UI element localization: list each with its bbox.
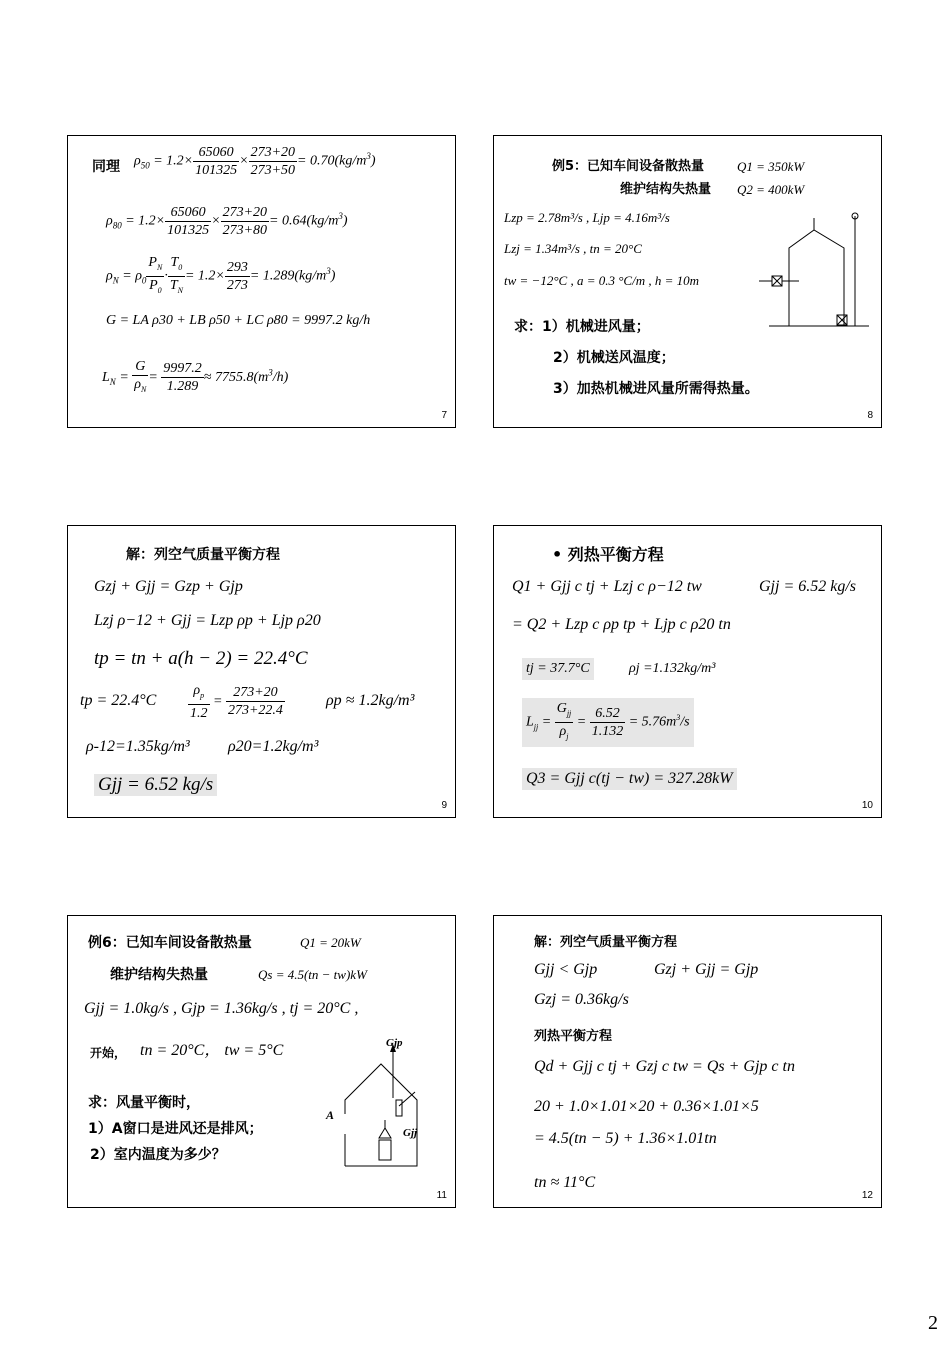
slide-title: 例6：已知车间设备散热量	[88, 935, 252, 951]
slide-number: 12	[861, 1190, 873, 1201]
question-1: 1）A窗口是进风还是排风；	[88, 1121, 263, 1137]
slide-subtitle: 维护结构失热量	[110, 967, 208, 983]
qs-value: Qs = 4.5(tn − tw)kW	[258, 967, 367, 982]
page-number: 2	[928, 1312, 938, 1334]
slide-9	[67, 525, 456, 818]
label-a: A	[326, 1108, 335, 1122]
question-1: 求：1）机械进风量；	[514, 319, 650, 335]
temperature-tp: tp = tn + a(h − 2) = 22.4°C	[94, 648, 308, 669]
equation-rho80: $\rho_{80} = 1.2\times$ $\frac{65060}{101325}$ × $\frac{273+20}{273+80}$ = $0.64(kg/m^3)$	[106, 205, 348, 238]
mass-balance-1: Gzj + Gjj = Gzp + Gjp	[94, 578, 243, 595]
slide-number: 9	[441, 800, 447, 811]
slide-title: • 列热平衡方程	[552, 545, 664, 564]
question-2: 2）机械送风温度；	[553, 350, 675, 366]
mass-balance: Gzj + Gjj = Gjp	[654, 961, 759, 978]
mass-balance-2: Lzj ρ−12 + Gjj = Lzp ρp + Ljp ρ20	[94, 612, 321, 629]
heat-balance-2: = Q2 + Lzp c ρp tp + Ljp c ρ20 tn	[512, 616, 731, 633]
slide-10	[493, 525, 882, 818]
question-2: 2）室内温度为多少？	[90, 1147, 226, 1163]
question-intro: 求：风量平衡时，	[88, 1095, 200, 1111]
question-3: 3）加热机械进风量所需得热量。	[553, 381, 759, 397]
heat-balance: Qd + Gjj c tj + Gzj c tw = Qs + Gjp c tn	[534, 1058, 795, 1075]
result-gjj: Gjj = 6.52 kg/s	[94, 774, 217, 796]
given-line-1: Gjj = 1.0kg/s , Gjp = 1.36kg/s , tj = 20°C ,	[84, 1000, 359, 1017]
slide-label: 同理	[92, 159, 120, 175]
slide-7	[67, 135, 456, 428]
slide-12	[493, 915, 882, 1208]
given-line-2: Lzj = 1.34m³/s , tn = 20°C	[504, 241, 642, 256]
slide-number: 8	[867, 410, 873, 421]
substitution-1: 20 + 1.0×1.01×20 + 0.36×1.01×5	[534, 1098, 759, 1115]
equation-rhoN: $\rho_N = \rho_0$ $\frac{P_N}{P_0}$ · $\frac{T_0}{T_N}$ = 1.2× $\frac{293}{273}$ = $1.289(kg/m^3)$	[106, 254, 335, 299]
tp-value: tp = 22.4°C	[80, 692, 157, 709]
heat-balance-1: Q1 + Gjj c tj + Lzj c ρ−12 tw	[512, 578, 702, 595]
given-line-1: Lzp = 2.78m³/s , Ljp = 4.16m³/s	[504, 210, 670, 225]
given-line-2: tn = 20°C， tw = 5°C	[140, 1042, 284, 1059]
slide-number: 7	[441, 410, 447, 421]
slide-subtitle: 维护结构失热量	[620, 182, 712, 197]
q3-result: Q3 = Gjj c(tj − tw) = 327.28kW	[522, 768, 737, 790]
slide-title: 解：列空气质量平衡方程	[126, 547, 280, 563]
ljj-value: $L_{jj}$ = $\frac{G_{jj}}{\rho_j}$ = $\frac{6.52}{1.132}$ = $5.76m^3/s$	[522, 698, 694, 747]
label-gjj: Gjj	[403, 1127, 418, 1139]
density-ratio: $\frac{\rho_p}{1.2}$ = $\frac{273+20}{273+22.4}$	[190, 683, 283, 721]
rho-minus12: ρ-12=1.35kg/m³	[86, 738, 190, 755]
gjj-value: Gjj = 6.52 kg/s	[759, 578, 857, 595]
equation-LN: $L_N$ = $\frac{G}{\rho_N}$ = $\frac{9997.2}{1.289}$ ≈ $7755.8(m^3/h)$	[102, 358, 288, 398]
substitution-2: = 4.5(tn − 5) + 1.36×1.01tn	[534, 1130, 717, 1147]
equation-rho50: $\rho_{50} = 1.2\times$ $\frac{65060}{101325}$ × $\frac{273+20}{273+50}$ = $0.70(kg/m^3)$	[134, 145, 376, 178]
equation-G: G = LA ρ30 + LB ρ50 + LC ρ80 = 9997.2 kg/h	[106, 313, 371, 328]
given-line-3: tw = −12°C , a = 0.3 °C/m , h = 10m	[504, 273, 699, 288]
slide-8	[493, 135, 882, 428]
slide-title: 例5：已知车间设备散热量	[552, 159, 705, 174]
heat-balance-title: 列热平衡方程	[534, 1029, 613, 1044]
slide-number: 10	[861, 800, 873, 811]
mass-ineq: Gjj < Gjp	[534, 961, 598, 978]
rho-j: ρj =1.132kg/m³	[629, 661, 716, 676]
q1-value: Q1 = 350kW	[737, 159, 805, 174]
building-diagram	[333, 1042, 433, 1168]
slide-11	[67, 915, 456, 1208]
rho-20: ρ20=1.2kg/m³	[228, 738, 319, 755]
slide-number: 11	[436, 1190, 447, 1201]
workshop-diagram	[759, 208, 879, 328]
q1-value: Q1 = 20kW	[300, 935, 361, 950]
q2-value: Q2 = 400kW	[737, 182, 805, 197]
start-label: 开始，	[90, 1046, 127, 1060]
tn-result: tn ≈ 11°C	[534, 1174, 596, 1191]
label-gjp: Gjp	[386, 1037, 403, 1049]
slide-title: 解：列空气质量平衡方程	[534, 935, 678, 950]
rho-p: ρp ≈ 1.2kg/m³	[326, 692, 415, 709]
gzj-value: Gzj = 0.36kg/s	[534, 991, 629, 1008]
tj-value: tj = 37.7°C	[522, 658, 594, 680]
